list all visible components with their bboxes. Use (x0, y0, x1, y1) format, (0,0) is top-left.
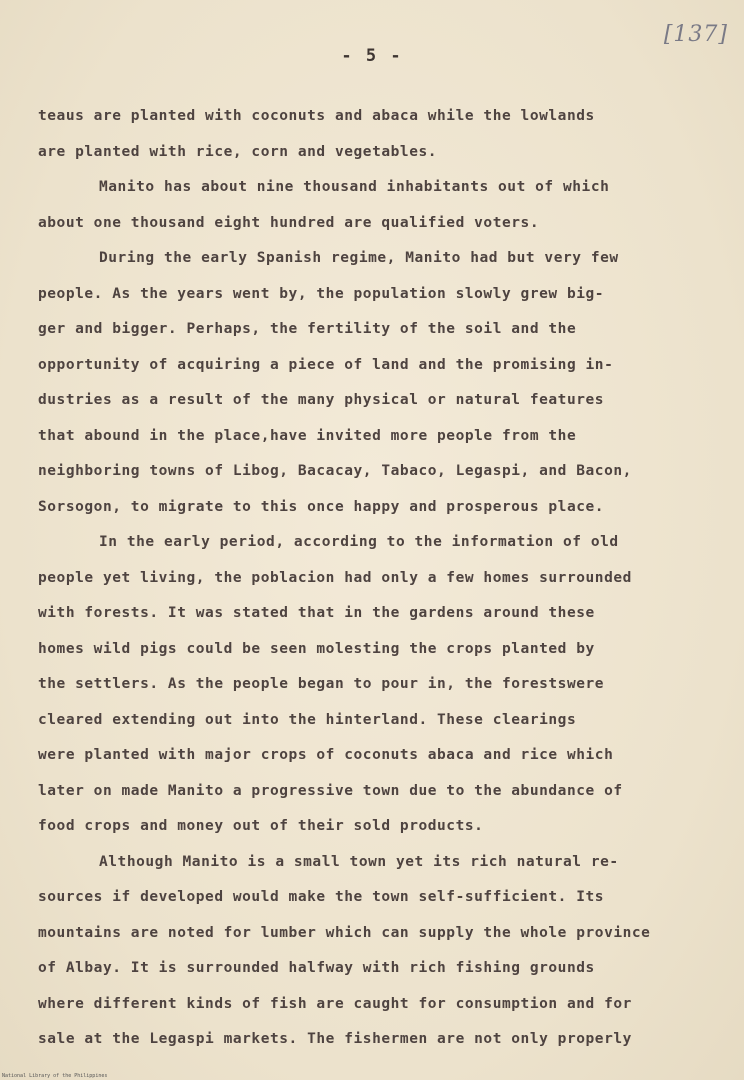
handwritten-page-reference: [137] (663, 22, 728, 47)
text-line: later on made Manito a progressive town due to the abundance of (38, 782, 623, 799)
text-line: with forests. It was stated that in the gardens around these (38, 605, 595, 621)
text-line: people. As the years went by, the population slowly grew big- (38, 285, 605, 302)
text-line: the settlers. As the people began to pour in, the forestswere (38, 676, 605, 692)
text-line: are planted with rice, corn and vegetables. (38, 143, 438, 160)
text-line: about one thousand eight hundred are qualified voters. (38, 214, 540, 231)
text-line: were planted with major crops of coconuts abaca and rice which (38, 747, 614, 763)
page-number: - 5 - (341, 46, 403, 66)
text-line: neighboring towns of Libog, Bacacay, Tabaco, Legaspi, and Bacon, (38, 463, 632, 479)
paragraph-start-line: Manito has about nine thousand inhabitants out of which (99, 179, 610, 195)
text-line: of Albay. It is surrounded halfway with rich fishing grounds (38, 960, 595, 976)
text-line: Sorsogon, to migrate to this once happy and prosperous place. (38, 498, 605, 515)
text-line: food crops and money out of their sold products. (38, 818, 484, 834)
text-line: homes wild pigs could be seen molesting the crops planted by (38, 640, 595, 657)
paragraph-start-line: In the early period, according to the information of old (99, 534, 619, 550)
body-text (38, 99, 718, 1058)
text-line: people yet living, the poblacion had only a few homes surrounded (38, 569, 632, 586)
text-line: cleared extending out into the hinterland. These clearings (38, 711, 577, 728)
text-line: sources if developed would make the town self-sufficient. Its (38, 889, 605, 905)
archive-footer: National Library of the Philippines (2, 1073, 108, 1079)
paragraph-start-line: Although Manito is a small town yet its rich natural re- (99, 853, 619, 870)
text-line: dustries as a result of the many physical or natural features (38, 392, 605, 408)
text-line: opportunity of acquiring a piece of land and the promising in- (38, 356, 614, 373)
text-line: mountains are noted for lumber which can supply the whole province (38, 924, 651, 941)
text-line: ger and bigger. Perhaps, the fertility of the soil and the (38, 321, 577, 337)
text-line: where different kinds of fish are caught for consumption and for (38, 995, 632, 1012)
text-line: teaus are planted with coconuts and abaca while the lowlands (38, 108, 595, 124)
text-line: that abound in the place,have invited more people from the (38, 427, 577, 444)
text-line: sale at the Legaspi markets. The fishermen are not only properly (38, 1031, 632, 1047)
paragraph-start-line: During the early Spanish regime, Manito had but very few (99, 250, 619, 266)
